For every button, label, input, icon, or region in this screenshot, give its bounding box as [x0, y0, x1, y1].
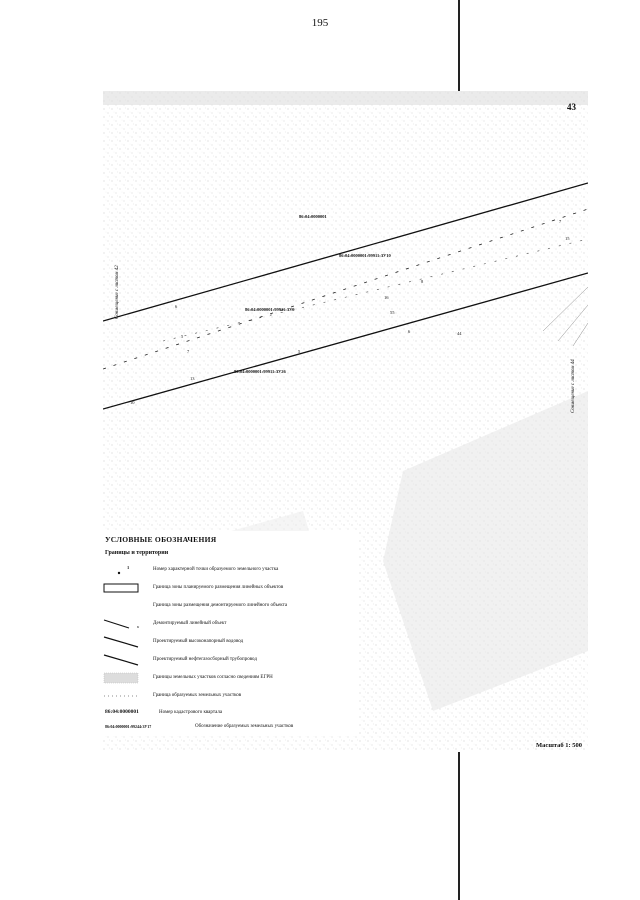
legend-code: 86:04:0000001 [105, 709, 139, 715]
legend-item [103, 582, 359, 596]
point-label: 13 [190, 376, 195, 381]
parcel-label: 86:04:0000001:99911:ЗУ10 [339, 253, 391, 258]
legend-text: Номер характерной точки образуемого земельного участка [153, 567, 279, 572]
legend-symbol-text: к [137, 624, 140, 629]
oil-gas-pipe-line-icon [103, 654, 139, 666]
point-label: 5 [181, 334, 184, 339]
legend-item [103, 672, 359, 686]
legend-item [103, 654, 359, 668]
point-label: 15 [565, 236, 570, 241]
point-label: 6 [408, 329, 411, 334]
legend-text: Демонтируемый линейный объект [153, 621, 227, 626]
legend-text: Границы земельных участков согласно сведениям ЕГРН [153, 675, 273, 680]
point-label: 10 [130, 400, 135, 405]
legend-text: Проектируемый нефтегазосборный трубопровод [153, 657, 257, 662]
legend-item [103, 690, 359, 704]
legend-text: Граница зоны планируемого размещения линейных объектов [153, 585, 284, 590]
legend-code-text: Номер кадастрового квартала [159, 710, 223, 715]
legend-item [103, 564, 359, 578]
legend-title: УСЛОВНЫЕ ОБОЗНАЧЕНИЯ [105, 535, 217, 544]
point-label: 7 [559, 219, 562, 224]
legend-item [103, 618, 359, 632]
point-label: 55 [390, 310, 395, 315]
legend-item [103, 600, 359, 614]
cadastral-map[interactable] [103, 91, 588, 751]
formed-parcel-dashed-icon [103, 690, 139, 702]
point-label: 8 [421, 279, 424, 284]
sheet-number: 43 [567, 102, 576, 112]
legend-subtitle: Границы и территории [105, 550, 169, 556]
point-symbol-icon [103, 564, 139, 576]
side-label-left: Совмещение с листом 42 [115, 265, 120, 319]
legend-code-text: Обозначение образуемых земельных участков [195, 724, 294, 729]
legend-item [103, 636, 359, 650]
binding-line-bottom [458, 752, 460, 900]
parcel-label: 86:04:0000001 [299, 214, 327, 219]
scale-label: Масштаб 1: 500 [536, 742, 582, 749]
legend-symbol-text: 1 [127, 565, 130, 570]
point-label: 5 [298, 349, 301, 354]
point-label: 6 [175, 304, 178, 309]
parcel-label: 86:04:0000001:99911:ЗУ9 [245, 307, 295, 312]
egrn-hatch-icon [103, 672, 139, 684]
legend-text: Граница образуемых земельных участков [153, 693, 242, 698]
zone-rect-icon [103, 582, 139, 594]
point-label: 7 [187, 349, 190, 354]
page-number: 195 [311, 17, 329, 29]
binding-line-top [458, 0, 460, 92]
parcel-label: 86:04:0000001:99911:ЗУ26 [234, 369, 286, 374]
dismantled-line-icon [103, 618, 139, 630]
legend-code: 86:04:0000001:99244:ЗУ17 [105, 724, 152, 729]
legend [103, 531, 359, 736]
legend-text: Граница зоны размещения демонтируемого линейного объекта [153, 603, 288, 608]
legend-text: Проектируемый высоконапорный водовод [153, 639, 244, 644]
side-label-right: Совмещение с листом 44 [571, 359, 576, 413]
water-pipe-line-icon [103, 636, 139, 648]
point-label: 16 [384, 295, 389, 300]
point-label: 44 [457, 331, 462, 336]
